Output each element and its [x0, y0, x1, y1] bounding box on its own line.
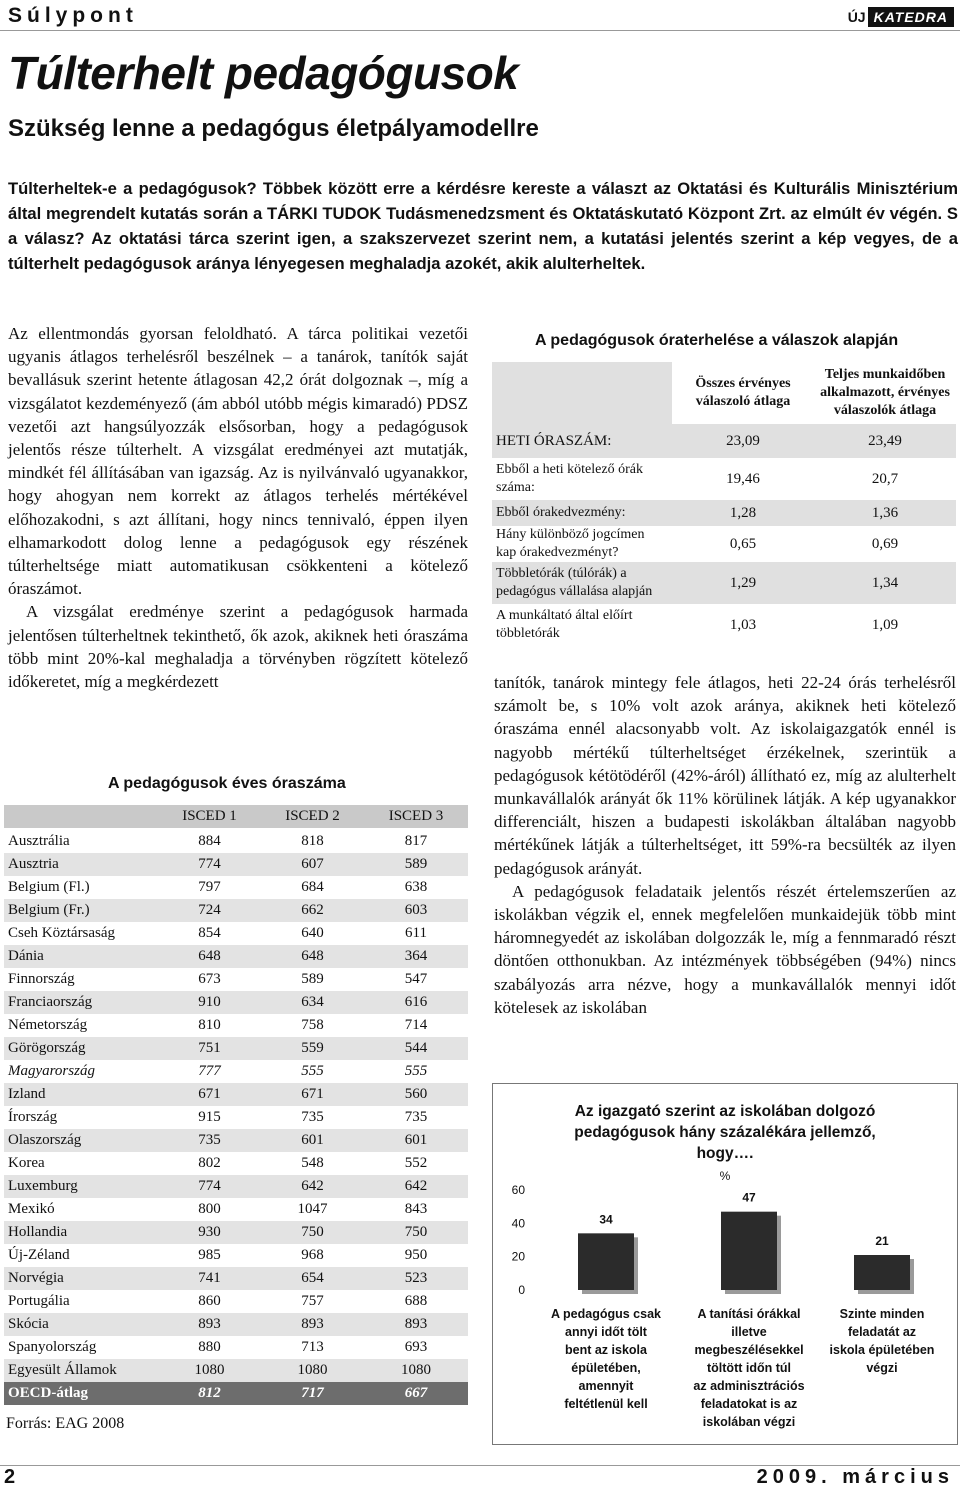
row-label: A munkáltató által előírt többletórák	[496, 608, 633, 641]
value-cell: 648	[158, 945, 261, 968]
category-label: A pedagógus csak	[551, 1307, 661, 1321]
value-cell: 1,09	[871, 616, 899, 633]
value-cell: 555	[301, 1063, 324, 1079]
paragraph: A vizsgálat eredménye szerint a pedagógusok harmada jelentősen túlterheltnek tekinthető, ők azok, akiknek heti óraszáma több mint 20%-kal meghaladja a törvényben rögzített kötelező időkeretet, míg a megkérdezett	[8, 602, 468, 692]
table-row	[4, 853, 468, 876]
y-tick-label: 60	[511, 1183, 525, 1197]
value-cell: 1080	[364, 1359, 468, 1382]
country-cell: Belgium (Fr.)	[4, 899, 158, 922]
table-row	[4, 1267, 468, 1290]
value-cell: 741	[158, 1267, 261, 1290]
article-title: Túlterhelt pedagógusok	[8, 47, 519, 99]
value-cell: 750	[261, 1221, 364, 1244]
row-label: HETI ÓRASZÁM:	[492, 424, 672, 458]
category-label: amennyit	[578, 1379, 634, 1393]
principal-survey-chart	[492, 1083, 958, 1445]
row-label: Többletórák (túlórák) a pedagógus vállalása alapján	[492, 562, 672, 604]
y-tick-label: 40	[511, 1216, 525, 1231]
category-label: az adminisztrációs	[693, 1379, 805, 1393]
category-label: végzi	[866, 1361, 898, 1375]
value-cell: 880	[198, 1339, 221, 1355]
value-cell: 673	[198, 971, 221, 987]
y-tick-label: 0	[518, 1283, 525, 1297]
table-row	[4, 1221, 468, 1244]
country-cell: Görögország	[4, 1037, 158, 1060]
value-cell: 717	[261, 1382, 364, 1405]
country-cell: Olaszország	[4, 1129, 158, 1152]
value-cell: 667	[364, 1382, 468, 1405]
magazine-logo	[848, 6, 954, 28]
value-cell: 688	[404, 1293, 428, 1309]
table-row	[492, 604, 956, 646]
section-label: Súlypont	[8, 4, 138, 27]
value-cell: 810	[198, 1017, 221, 1033]
value-cell: 818	[301, 833, 324, 849]
value-cell: 802	[198, 1155, 221, 1171]
value-cell: 364	[364, 945, 468, 968]
y-axis-unit: %	[719, 1169, 731, 1183]
category-label: iskola épületében	[829, 1343, 935, 1357]
category-label: megbeszélésekkel	[694, 1343, 804, 1357]
value-cell: 19,46	[726, 470, 760, 487]
table-row	[4, 1014, 468, 1037]
table-row	[4, 1152, 468, 1175]
value-cell: 589	[364, 853, 468, 876]
value-cell: 548	[301, 1155, 324, 1171]
country-cell: Cseh Köztársaság	[8, 925, 116, 941]
country-cell: Magyarország	[8, 1063, 95, 1079]
page-number: 2	[4, 1466, 16, 1488]
oecd-average-row	[4, 1382, 468, 1405]
table-row	[492, 562, 956, 604]
overload-table-title: A pedagógusok óraterhelése a válaszok alapján	[535, 332, 899, 349]
value-cell: 1080	[158, 1359, 261, 1382]
value-cell: 544	[364, 1037, 468, 1060]
value-cell: 750	[364, 1221, 468, 1244]
value-cell: 642	[261, 1175, 364, 1198]
header-rule	[0, 30, 960, 31]
value-cell: 860	[198, 1293, 221, 1309]
value-cell: 751	[158, 1037, 261, 1060]
value-cell: 843	[404, 1201, 428, 1217]
value-cell: 642	[364, 1175, 468, 1198]
table-row	[4, 876, 468, 899]
paragraph: A pedagógusok feladataik jelentős részét értelemszerűen az iskolákban végzik el, ennek megfelelően munkaidejük több mint háromnegyedét az iskolában dolgozzák le, míg a fennmaradó részt döntően otthonukban. Az intézmények többségében (94%) nincs szabályozás arra nézve, hogy a munkavállalók mennyi időt kötelesek az iskolában	[494, 881, 956, 1017]
value-cell: 1047	[297, 1201, 328, 1217]
country-cell: Luxemburg	[4, 1175, 158, 1198]
value-cell: 552	[404, 1155, 428, 1171]
category-label: feltétlenül kell	[564, 1397, 648, 1411]
table-row	[4, 991, 468, 1014]
table-row	[4, 922, 468, 945]
value-cell: 758	[301, 1017, 324, 1033]
value-cell: 893	[261, 1313, 364, 1336]
country-cell: Izland	[4, 1083, 158, 1106]
data-label: 21	[875, 1234, 889, 1248]
value-cell: 1,29	[672, 562, 814, 604]
country-cell: Új-Zéland	[8, 1247, 70, 1263]
y-tick-label: 20	[511, 1249, 525, 1264]
value-cell: 884	[198, 833, 221, 849]
table-row	[4, 1290, 468, 1313]
value-cell: 812	[158, 1382, 261, 1405]
country-cell: Skócia	[4, 1313, 158, 1336]
table-row	[4, 1060, 468, 1083]
country-cell: Ausztria	[4, 853, 158, 876]
country-cell: Belgium (Fl.)	[8, 879, 90, 895]
value-cell: 616	[364, 991, 468, 1014]
value-cell: 671	[261, 1083, 364, 1106]
value-cell: 713	[301, 1339, 324, 1355]
value-cell: 1,03	[729, 616, 757, 633]
value-cell: 560	[364, 1083, 468, 1106]
chart-title-line: pedagógusok hány százalékára jellemző,	[574, 1124, 876, 1141]
value-cell: 611	[405, 925, 427, 941]
right-column-text	[494, 671, 956, 1019]
column-header: ISCED 1	[158, 805, 261, 829]
country-cell: OECD-átlag	[4, 1382, 158, 1405]
paragraph: tanítók, tanárok mintegy fele átlagos, heti 22-24 órás terhelésről számolt be, s 10% volt azok aránya, akiknek heti kötelező óraszáma ennél alacsonyabb volt. Az iskolaigazgatók ennél is nagyobb mértékű túlterheltséget érzékelnek, szerintük a pedagógusok kétötödéről (42%-áról) állítható ez, míg az alulterhelt munkavállalók arányát ők 11% körülinek látják. A kép ugyanakkor differenciált, hiszen a budapesti iskolákban általában nagyobb mértékűnek látják a túlterheltséget, itt 59%-ra becsülték az ilyen pedagógusok arányát.	[494, 673, 956, 878]
value-cell: 930	[158, 1221, 261, 1244]
paragraph: Az ellentmondás gyorsan feloldható. A tárca politikai vezetői ugyanis átlagos terhelésről beszélnek – a tanárok, tanítók saját bevallásuk szerint hetente átlagosan 42,2 órát dolgoznak –, míg a vizsgálatot kezdeményező (ám abból utóbb mégis kimaradó) PDSZ vezetői azt hangsúlyozzák elsősorban, hogy a pedagógusok jelentős része túlterhelt. A vizsgálat eredményei azt mutatják, mindkét fél állításában van igazság. Az is nyilvánvaló ugyanakkor, hogy ahogyan nem korrekt az átlagos terhelés mértékével előhozakodni, s azt állítani, hogy nincs tennivaló, éppen ilyen elhamarkodott dolog lenne a pedagógusok egy részének túlterheltsége miatt automatikusan csökkenteni a kötelező óraszámot.	[8, 324, 468, 599]
value-cell: 654	[261, 1267, 364, 1290]
hours-table	[4, 805, 468, 1405]
country-cell: Írország	[8, 1109, 58, 1125]
hours-table-source: Forrás: EAG 2008	[6, 1415, 125, 1432]
table-row	[492, 424, 956, 458]
value-cell: 735	[301, 1109, 324, 1125]
value-cell: 634	[261, 991, 364, 1014]
value-cell: 601	[364, 1129, 468, 1152]
value-cell: 589	[301, 971, 324, 987]
value-cell: 1,34	[814, 562, 956, 604]
chart-svg	[493, 1084, 957, 1444]
bar	[578, 1233, 634, 1290]
country-cell: Portugália	[8, 1293, 70, 1309]
country-cell: Mexikó	[8, 1201, 55, 1217]
value-cell: 547	[404, 971, 428, 987]
table-row	[4, 1037, 468, 1060]
column-header: Teljes munkaidőben alkalmazott, érvényes válaszolók átlaga	[820, 367, 950, 418]
value-cell: 797	[198, 879, 221, 895]
bar	[854, 1255, 910, 1290]
country-cell: Norvégia	[4, 1267, 158, 1290]
article-subtitle: Szükség lenne a pedagógus életpályamodellre	[8, 115, 539, 142]
category-label: iskolában végzi	[702, 1415, 796, 1429]
column-header: ISCED 3	[364, 805, 468, 829]
table-row	[4, 1175, 468, 1198]
category-label: épületében,	[571, 1361, 641, 1375]
table-row	[492, 500, 956, 526]
value-cell: 23,49	[814, 424, 956, 458]
value-cell: 559	[261, 1037, 364, 1060]
category-label: illetve	[731, 1325, 767, 1339]
table-row	[4, 968, 468, 991]
value-cell: 893	[364, 1313, 468, 1336]
value-cell: 893	[158, 1313, 261, 1336]
value-cell: 23,09	[672, 424, 814, 458]
value-cell: 968	[301, 1247, 324, 1263]
value-cell: 774	[158, 1175, 261, 1198]
value-cell: 662	[261, 899, 364, 922]
table-row	[4, 1359, 468, 1382]
country-cell: Ausztrália	[8, 833, 70, 849]
value-cell: 601	[261, 1129, 364, 1152]
country-cell: Finnország	[8, 971, 75, 987]
logo-uj: ÚJ	[847, 9, 866, 25]
column-header: ISCED 2	[261, 805, 364, 829]
hours-table-title: A pedagógusok éves óraszáma	[108, 775, 346, 792]
value-cell: 607	[261, 853, 364, 876]
country-cell: Korea	[8, 1155, 45, 1171]
overload-table	[492, 362, 956, 646]
category-label: feladatokat is az	[700, 1397, 798, 1411]
country-cell: Spanyolország	[8, 1339, 97, 1355]
value-cell: 1,36	[814, 500, 956, 526]
logo-katedra: KATEDRA	[868, 7, 954, 27]
value-cell: 1,28	[672, 500, 814, 526]
value-cell: 735	[158, 1129, 261, 1152]
value-cell: 915	[198, 1109, 221, 1125]
country-cell: Egyesült Államok	[4, 1359, 158, 1382]
table-row	[4, 945, 468, 968]
value-cell: 523	[364, 1267, 468, 1290]
table-row	[4, 899, 468, 922]
data-label: 47	[742, 1190, 756, 1205]
data-label: 34	[599, 1212, 613, 1227]
value-cell: 0,65	[729, 535, 757, 552]
value-cell: 910	[158, 991, 261, 1014]
value-cell: 854	[198, 925, 221, 941]
country-cell: Hollandia	[4, 1221, 158, 1244]
category-label: A tanítási órákkal	[697, 1307, 801, 1321]
value-cell: 714	[404, 1017, 428, 1033]
left-column-text	[8, 322, 468, 693]
value-cell: 20,7	[871, 470, 899, 487]
value-cell: 777	[198, 1063, 221, 1079]
chart-title-line: hogy….	[696, 1145, 754, 1162]
category-label: annyi időt tölt	[565, 1325, 647, 1339]
value-cell: 1080	[261, 1359, 364, 1382]
value-cell: 684	[301, 879, 324, 895]
chart-title-line: Az igazgató szerint az iskolában dolgozó	[574, 1103, 876, 1120]
value-cell: 555	[404, 1063, 428, 1079]
category-label: bent az iskola	[565, 1343, 647, 1357]
bar	[721, 1212, 777, 1290]
value-cell: 724	[158, 899, 261, 922]
value-cell: 0,69	[871, 535, 899, 552]
table-row	[4, 1198, 468, 1221]
table-header-row	[492, 362, 956, 424]
row-label: Hány különböző jogcímen kap órakedvezményt?	[496, 527, 645, 560]
table-row	[492, 526, 956, 562]
table-row	[4, 1106, 468, 1129]
table-row	[4, 1244, 468, 1267]
value-cell: 774	[158, 853, 261, 876]
value-cell: 950	[404, 1247, 428, 1263]
country-cell: Németország	[8, 1017, 88, 1033]
article-lead: Túlterheltek-e a pedagógusok? Többek között erre a kérdésre kereste a választ az Oktatási és Kulturális Minisztérium által megrendelt kutatás során a TÁRKI TUDOK Tudásmenedzsment és Oktatáskutató Központ Zrt. az elmúlt év végén. S a válasz? Az oktatási tárca szerint igen, a szakszervezet szerint nem, a kutatási jelentés szerint a kép vegyes, de a túlterhelt pedagógusok aránya lényegesen meghaladja azokét, akik alulterheltek.	[8, 179, 958, 273]
category-label: Szinte minden	[839, 1307, 925, 1321]
value-cell: 671	[158, 1083, 261, 1106]
category-label: feladatát az	[847, 1325, 917, 1339]
value-cell: 800	[198, 1201, 221, 1217]
value-cell: 693	[404, 1339, 428, 1355]
table-row	[4, 1313, 468, 1336]
value-cell: 603	[364, 899, 468, 922]
value-cell: 638	[404, 879, 428, 895]
value-cell: 648	[261, 945, 364, 968]
value-cell: 817	[404, 833, 428, 849]
row-label: Ebből a heti kötelező órák száma:	[496, 462, 643, 495]
category-label: töltött időn túl	[707, 1361, 791, 1375]
table-row	[4, 829, 468, 853]
country-cell: Dánia	[4, 945, 158, 968]
table-row	[4, 1083, 468, 1106]
row-label: Ebből órakedvezmény:	[492, 500, 672, 526]
table-row	[4, 1129, 468, 1152]
table-row	[4, 1336, 468, 1359]
value-cell: 735	[404, 1109, 428, 1125]
country-cell: Franciaország	[4, 991, 158, 1014]
table-header-row	[4, 805, 468, 829]
issue-date: 2009. március	[756, 1466, 954, 1488]
value-cell: 757	[301, 1293, 324, 1309]
column-header: Összes érvényes válaszoló átlaga	[695, 376, 791, 409]
table-row	[492, 458, 956, 500]
value-cell: 985	[198, 1247, 221, 1263]
value-cell: 640	[301, 925, 324, 941]
